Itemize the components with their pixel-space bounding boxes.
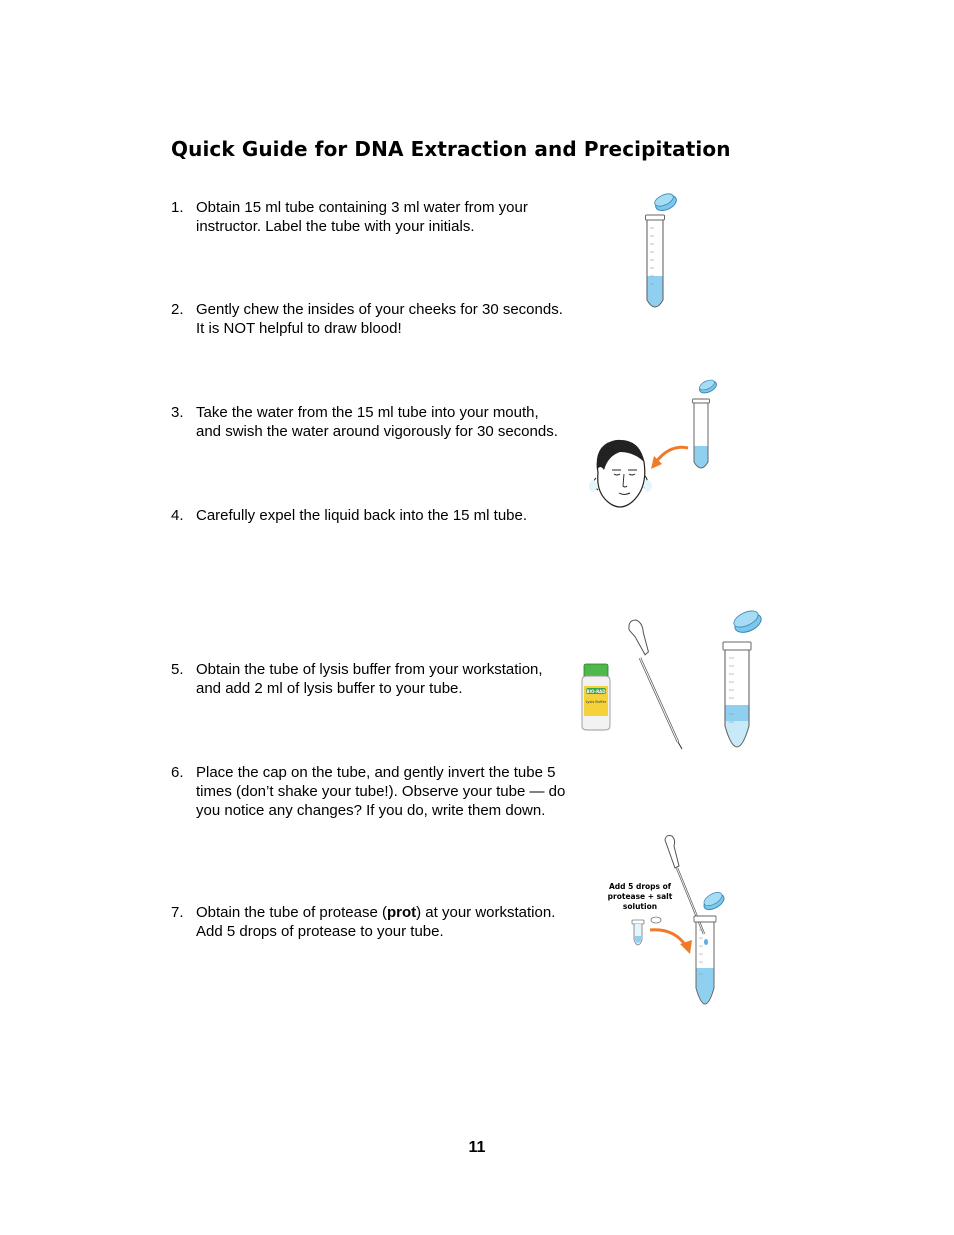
pipette-icon — [627, 619, 682, 749]
conical-tube-icon — [723, 642, 751, 747]
protease-illustration — [600, 834, 750, 1016]
step-text: Obtain the tube of lysis buffer from your workstation, and add 2 ml of lysis buffer to your tube. — [196, 661, 543, 697]
bottle-brand: BIO-RAD — [586, 689, 606, 694]
protease-label-line-3: solution — [622, 902, 658, 911]
tube-cap-icon — [698, 378, 719, 395]
step-text: Take the water from the 15 ml tube into your mouth, and swish the water around vigorously for 30 seconds. — [196, 404, 558, 440]
conical-tube-icon — [693, 399, 710, 468]
conical-tube-icon — [694, 916, 716, 1004]
page-title: Quick Guide for DNA Extraction and Precipitation — [171, 137, 731, 161]
step-text: Carefully expel the liquid back into the 15 ml tube. — [196, 507, 528, 524]
protease-abbrev: prot — [386, 904, 417, 921]
step-number: 7. — [171, 904, 184, 921]
arrow-icon — [650, 930, 692, 954]
step-text: Obtain 15 ml tube containing 3 ml water from your instructor. Label the tube with your initials. — [196, 199, 528, 235]
tube-cap-icon — [653, 191, 679, 213]
tube-with-water-illustration — [636, 190, 686, 315]
step-number: 6. — [171, 764, 184, 781]
swish-water-illustration — [588, 378, 728, 513]
step-number: 4. — [171, 507, 184, 524]
step-text: Gently chew the insides of your cheeks for 30 seconds. It is NOT helpful to draw blood! — [196, 301, 563, 337]
bottle-label: Lysis Buffer — [585, 700, 607, 704]
lysis-buffer-bottle-icon — [582, 664, 610, 730]
step-number: 2. — [171, 301, 184, 318]
page-number: 11 — [468, 1139, 486, 1156]
step-text: Place the cap on the tube, and gently invert the tube 5 times (don’t shake your tube!). Observe your tube — do you notice any changes? If you do, write them down. — [196, 764, 566, 819]
conical-tube-icon — [646, 215, 665, 307]
tube-cap-icon — [731, 608, 764, 637]
step-text: Obtain the tube of protease (prot) at your workstation. Add 5 drops of protease to your tube. — [196, 904, 556, 940]
step-number: 5. — [171, 661, 184, 678]
arrow-icon — [651, 447, 688, 469]
pipette-icon — [665, 836, 708, 946]
step-number: 3. — [171, 404, 184, 421]
lysis-buffer-illustration — [578, 606, 768, 766]
step-number: 1. — [171, 199, 184, 216]
face-icon — [589, 440, 652, 507]
tube-cap-icon — [701, 890, 726, 913]
protease-label-line-2: protease + salt — [607, 892, 673, 901]
protease-label-line-1: Add 5 drops of — [608, 882, 672, 891]
